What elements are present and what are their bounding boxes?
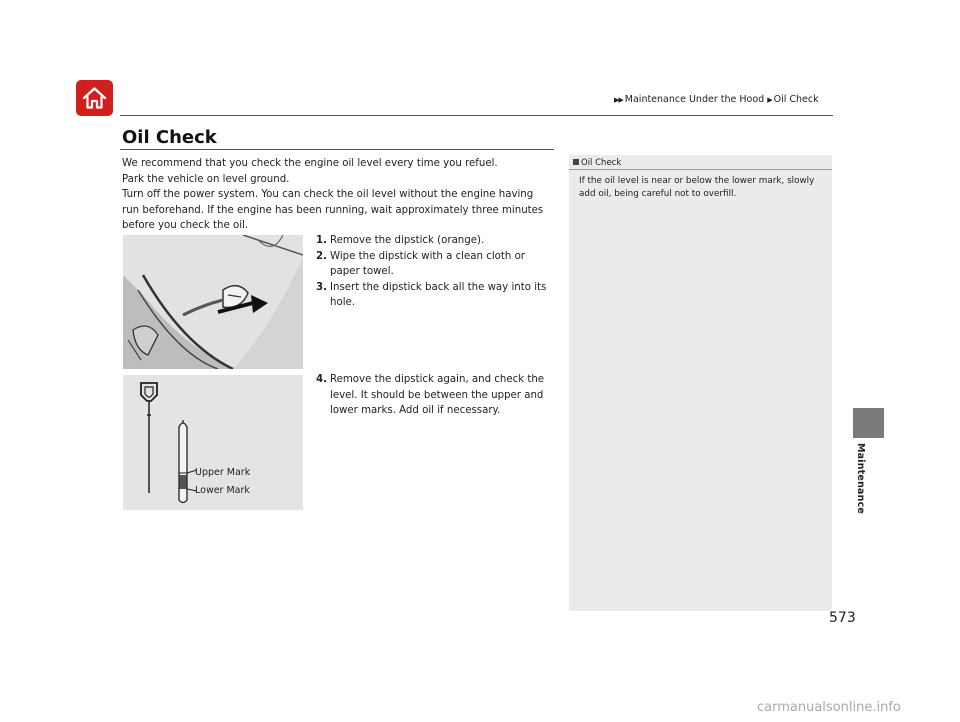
header-rule <box>120 115 833 116</box>
intro-text <box>122 156 552 234</box>
arrow-icon: ▶ <box>767 96 772 104</box>
step-text: Remove the dipstick (orange). <box>330 235 485 246</box>
lower-mark-label: Lower Mark <box>195 485 250 496</box>
step-item <box>316 372 552 419</box>
dipstick-diagram <box>123 375 303 510</box>
watermark: carmanualsonline.info <box>757 700 901 715</box>
intro-line: We recommend that you check the engine oil level every time you refuel. <box>122 158 498 169</box>
breadcrumb-parent[interactable]: Maintenance Under the Hood <box>624 94 765 105</box>
note-marker-icon <box>573 159 579 165</box>
double-arrow-icon: ▶▶ <box>614 96 623 104</box>
intro-line: Park the vehicle on level ground. <box>122 173 290 185</box>
breadcrumb-current: Oil Check <box>773 94 819 105</box>
section-tab[interactable] <box>853 408 884 438</box>
note-body: If the oil level is near or below the lower mark, slowly add oil, being careful not to overfill. <box>579 176 815 199</box>
title-rule <box>120 149 554 150</box>
side-note-panel <box>569 155 832 611</box>
page-number: 573 <box>829 610 856 626</box>
breadcrumb <box>614 94 819 105</box>
step-text: Insert the dipstick back all the way into its hole. <box>330 281 547 308</box>
note-rule <box>569 169 832 170</box>
step-number: 3. <box>316 281 327 293</box>
step-number: 4. <box>316 374 327 385</box>
steps-list-1 <box>316 233 552 311</box>
page-title: Oil Check <box>122 127 217 148</box>
step-text: Remove the dipstick again, and check the level. It should be between the upper and lower marks. Add oil if necessary. <box>330 374 545 416</box>
engine-dipstick-photo <box>123 235 303 369</box>
intro-line: Turn off the power system. You can check the oil level without the engine having run beforehand. If the engine has been running, wait approximately three minutes before you check the oil. <box>122 189 544 231</box>
step-item <box>316 249 552 280</box>
home-icon <box>82 86 107 110</box>
note-heading <box>573 158 621 168</box>
section-label: Maintenance <box>855 443 866 515</box>
step-item <box>316 233 552 249</box>
home-button[interactable] <box>76 80 113 116</box>
step-text: Wipe the dipstick with a clean cloth or paper towel. <box>330 250 525 277</box>
steps-list-2 <box>316 372 552 419</box>
upper-mark-label: Upper Mark <box>195 467 251 478</box>
engine-bay-illustration <box>123 235 303 369</box>
note-heading-text: Oil Check <box>581 158 622 168</box>
step-number: 1. <box>316 235 327 246</box>
step-item <box>316 280 552 311</box>
step-number: 2. <box>316 250 327 262</box>
